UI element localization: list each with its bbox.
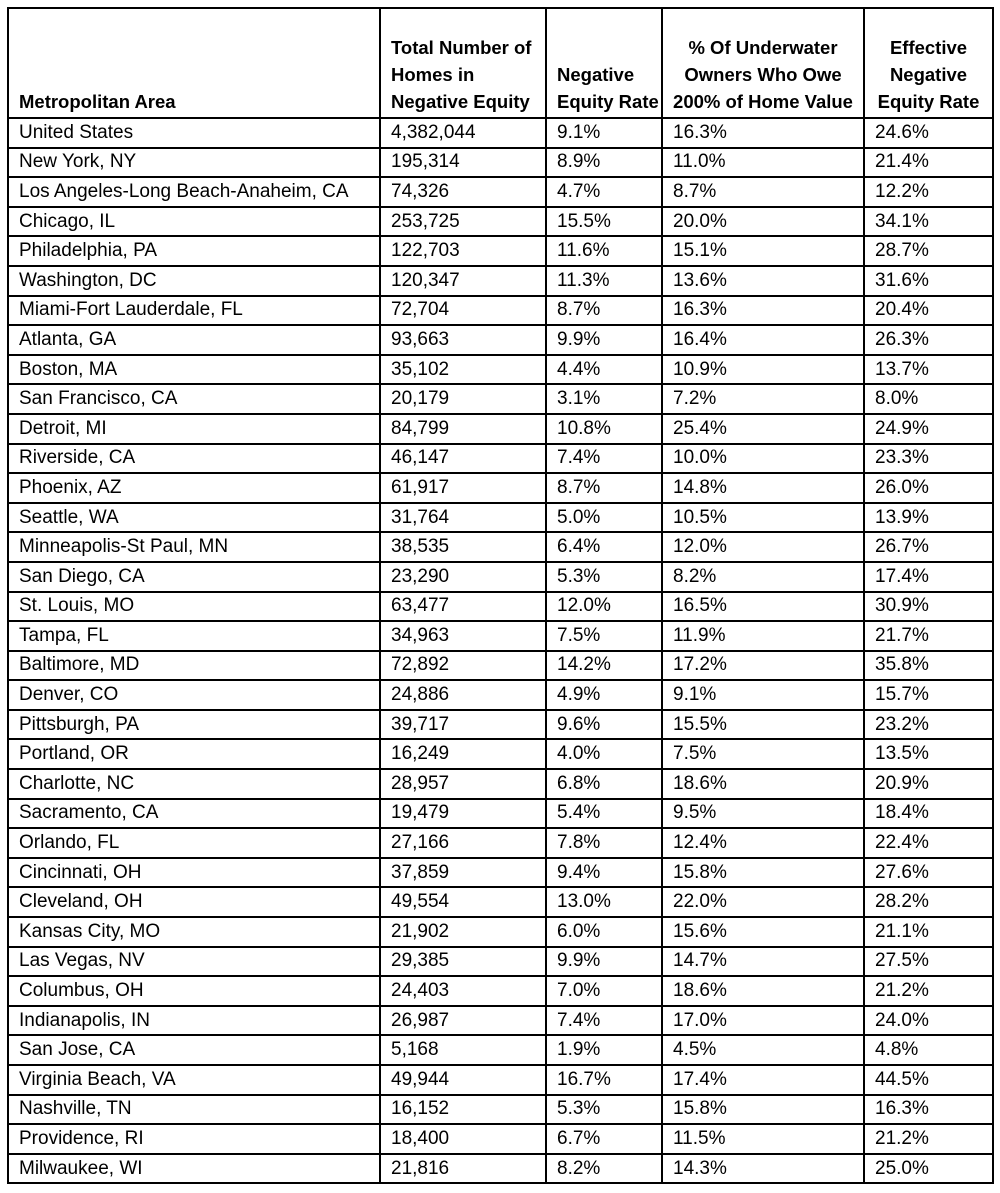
total-homes-cell: 253,725 [380,207,546,237]
effective-rate-cell: 31.6% [864,266,993,296]
negative-equity-rate-cell: 4.0% [546,739,662,769]
effective-rate-cell: 23.3% [864,444,993,474]
total-homes-cell: 195,314 [380,148,546,178]
owe-200-percent-cell: 14.7% [662,947,864,977]
effective-rate-cell: 35.8% [864,651,993,681]
owe-200-percent-cell: 10.5% [662,503,864,533]
effective-rate-cell: 24.9% [864,414,993,444]
negative-equity-rate-cell: 16.7% [546,1065,662,1095]
effective-rate-cell: 26.0% [864,473,993,503]
metro-area-cell: Kansas City, MO [8,917,380,947]
total-homes-cell: 28,957 [380,769,546,799]
header-total-homes-negative-equity: Total Number of Homes in Negative Equity [380,8,546,118]
effective-rate-cell: 16.3% [864,1095,993,1125]
negative-equity-rate-cell: 7.8% [546,828,662,858]
owe-200-percent-cell: 11.5% [662,1124,864,1154]
total-homes-cell: 16,249 [380,739,546,769]
effective-rate-cell: 18.4% [864,799,993,829]
effective-rate-cell: 20.9% [864,769,993,799]
owe-200-percent-cell: 14.8% [662,473,864,503]
effective-rate-cell: 34.1% [864,207,993,237]
metro-area-cell: Virginia Beach, VA [8,1065,380,1095]
metro-area-cell: Denver, CO [8,680,380,710]
total-homes-cell: 38,535 [380,532,546,562]
table-row [8,532,993,562]
owe-200-percent-cell: 16.4% [662,325,864,355]
header-metropolitan-area: Metropolitan Area [8,8,380,118]
negative-equity-rate-cell: 6.0% [546,917,662,947]
metro-area-cell: Cincinnati, OH [8,858,380,888]
negative-equity-rate-cell: 8.7% [546,473,662,503]
table-row [8,177,993,207]
metro-area-cell: Washington, DC [8,266,380,296]
effective-rate-cell: 8.0% [864,384,993,414]
header-row [8,8,993,118]
negative-equity-rate-cell: 4.9% [546,680,662,710]
metro-area-cell: Charlotte, NC [8,769,380,799]
owe-200-percent-cell: 20.0% [662,207,864,237]
negative-equity-rate-cell: 14.2% [546,651,662,681]
effective-rate-cell: 21.1% [864,917,993,947]
metro-area-cell: Indianapolis, IN [8,1006,380,1036]
owe-200-percent-cell: 16.3% [662,118,864,148]
owe-200-percent-cell: 9.5% [662,799,864,829]
owe-200-percent-cell: 15.6% [662,917,864,947]
owe-200-percent-cell: 9.1% [662,680,864,710]
total-homes-cell: 93,663 [380,325,546,355]
negative-equity-rate-cell: 8.2% [546,1154,662,1184]
table-row [8,266,993,296]
metro-area-cell: United States [8,118,380,148]
metro-area-cell: Detroit, MI [8,414,380,444]
total-homes-cell: 61,917 [380,473,546,503]
negative-equity-rate-cell: 4.7% [546,177,662,207]
metro-area-cell: Orlando, FL [8,828,380,858]
total-homes-cell: 72,892 [380,651,546,681]
negative-equity-rate-cell: 5.0% [546,503,662,533]
effective-rate-cell: 4.8% [864,1035,993,1065]
table-row [8,887,993,917]
table-row [8,207,993,237]
negative-equity-rate-cell: 12.0% [546,592,662,622]
negative-equity-rate-cell: 7.4% [546,444,662,474]
owe-200-percent-cell: 13.6% [662,266,864,296]
total-homes-cell: 19,479 [380,799,546,829]
effective-rate-cell: 21.2% [864,976,993,1006]
metro-area-cell: Providence, RI [8,1124,380,1154]
effective-rate-cell: 24.0% [864,1006,993,1036]
table-row [8,651,993,681]
table-row [8,296,993,326]
negative-equity-rate-cell: 8.7% [546,296,662,326]
table-row [8,621,993,651]
table-body [8,118,993,1183]
table-row [8,1095,993,1125]
effective-rate-cell: 25.0% [864,1154,993,1184]
total-homes-cell: 84,799 [380,414,546,444]
effective-rate-cell: 21.2% [864,1124,993,1154]
owe-200-percent-cell: 7.5% [662,739,864,769]
effective-rate-cell: 27.6% [864,858,993,888]
negative-equity-rate-cell: 5.3% [546,1095,662,1125]
table-row [8,148,993,178]
owe-200-percent-cell: 8.2% [662,562,864,592]
negative-equity-rate-cell: 9.6% [546,710,662,740]
effective-rate-cell: 13.5% [864,739,993,769]
total-homes-cell: 122,703 [380,236,546,266]
total-homes-cell: 5,168 [380,1035,546,1065]
owe-200-percent-cell: 17.0% [662,1006,864,1036]
metro-area-cell: St. Louis, MO [8,592,380,622]
total-homes-cell: 46,147 [380,444,546,474]
negative-equity-rate-cell: 6.8% [546,769,662,799]
table-row [8,710,993,740]
header-effective-negative-equity-rate: Effective Negative Equity Rate [864,8,993,118]
total-homes-cell: 31,764 [380,503,546,533]
owe-200-percent-cell: 12.4% [662,828,864,858]
negative-equity-rate-cell: 5.3% [546,562,662,592]
total-homes-cell: 21,816 [380,1154,546,1184]
table-row [8,355,993,385]
owe-200-percent-cell: 22.0% [662,887,864,917]
total-homes-cell: 72,704 [380,296,546,326]
table-row [8,680,993,710]
effective-rate-cell: 27.5% [864,947,993,977]
owe-200-percent-cell: 18.6% [662,976,864,1006]
metro-area-cell: Portland, OR [8,739,380,769]
effective-rate-cell: 24.6% [864,118,993,148]
metro-area-cell: Cleveland, OH [8,887,380,917]
owe-200-percent-cell: 10.0% [662,444,864,474]
metro-area-cell: Los Angeles-Long Beach-Anaheim, CA [8,177,380,207]
table-row [8,1065,993,1095]
owe-200-percent-cell: 11.9% [662,621,864,651]
total-homes-cell: 23,290 [380,562,546,592]
table-row [8,325,993,355]
owe-200-percent-cell: 4.5% [662,1035,864,1065]
table-row [8,592,993,622]
metro-area-cell: Phoenix, AZ [8,473,380,503]
owe-200-percent-cell: 17.4% [662,1065,864,1095]
negative-equity-rate-cell: 9.9% [546,947,662,977]
owe-200-percent-cell: 17.2% [662,651,864,681]
header-percent-owe-200: % Of Underwater Owners Who Owe 200% of Home Value [662,8,864,118]
negative-equity-rate-cell: 11.3% [546,266,662,296]
metro-area-cell: Sacramento, CA [8,799,380,829]
owe-200-percent-cell: 18.6% [662,769,864,799]
negative-equity-rate-cell: 7.4% [546,1006,662,1036]
negative-equity-rate-cell: 9.4% [546,858,662,888]
negative-equity-rate-cell: 7.5% [546,621,662,651]
total-homes-cell: 27,166 [380,828,546,858]
metro-area-cell: Minneapolis-St Paul, MN [8,532,380,562]
table-row [8,1154,993,1184]
total-homes-cell: 4,382,044 [380,118,546,148]
total-homes-cell: 21,902 [380,917,546,947]
effective-rate-cell: 13.9% [864,503,993,533]
total-homes-cell: 49,944 [380,1065,546,1095]
metro-area-cell: Las Vegas, NV [8,947,380,977]
effective-rate-cell: 30.9% [864,592,993,622]
effective-rate-cell: 21.4% [864,148,993,178]
metro-area-cell: San Francisco, CA [8,384,380,414]
negative-equity-rate-cell: 7.0% [546,976,662,1006]
table-row [8,976,993,1006]
effective-rate-cell: 22.4% [864,828,993,858]
effective-rate-cell: 13.7% [864,355,993,385]
metro-area-cell: San Jose, CA [8,1035,380,1065]
total-homes-cell: 74,326 [380,177,546,207]
owe-200-percent-cell: 15.5% [662,710,864,740]
table-row [8,858,993,888]
negative-equity-rate-cell: 15.5% [546,207,662,237]
owe-200-percent-cell: 14.3% [662,1154,864,1184]
metro-area-cell: Pittsburgh, PA [8,710,380,740]
table-row [8,799,993,829]
total-homes-cell: 37,859 [380,858,546,888]
total-homes-cell: 26,987 [380,1006,546,1036]
table-row [8,1006,993,1036]
metro-area-cell: Nashville, TN [8,1095,380,1125]
negative-equity-rate-cell: 11.6% [546,236,662,266]
owe-200-percent-cell: 15.1% [662,236,864,266]
table-row [8,444,993,474]
effective-rate-cell: 28.2% [864,887,993,917]
negative-equity-rate-cell: 3.1% [546,384,662,414]
negative-equity-rate-cell: 1.9% [546,1035,662,1065]
table-row [8,414,993,444]
metro-area-cell: Columbus, OH [8,976,380,1006]
effective-rate-cell: 20.4% [864,296,993,326]
total-homes-cell: 49,554 [380,887,546,917]
effective-rate-cell: 17.4% [864,562,993,592]
table-row [8,1035,993,1065]
owe-200-percent-cell: 11.0% [662,148,864,178]
metro-area-cell: Atlanta, GA [8,325,380,355]
effective-rate-cell: 44.5% [864,1065,993,1095]
total-homes-cell: 20,179 [380,384,546,414]
total-homes-cell: 16,152 [380,1095,546,1125]
total-homes-cell: 24,886 [380,680,546,710]
negative-equity-rate-cell: 8.9% [546,148,662,178]
owe-200-percent-cell: 15.8% [662,1095,864,1125]
metro-area-cell: Miami-Fort Lauderdale, FL [8,296,380,326]
table-row [8,562,993,592]
header-negative-equity-rate: Negative Equity Rate [546,8,662,118]
negative-equity-rate-cell: 4.4% [546,355,662,385]
negative-equity-rate-cell: 9.9% [546,325,662,355]
owe-200-percent-cell: 10.9% [662,355,864,385]
total-homes-cell: 120,347 [380,266,546,296]
total-homes-cell: 24,403 [380,976,546,1006]
total-homes-cell: 29,385 [380,947,546,977]
negative-equity-rate-cell: 6.4% [546,532,662,562]
table-row [8,118,993,148]
table-row [8,739,993,769]
effective-rate-cell: 15.7% [864,680,993,710]
negative-equity-rate-cell: 10.8% [546,414,662,444]
owe-200-percent-cell: 16.3% [662,296,864,326]
negative-equity-rate-cell: 5.4% [546,799,662,829]
owe-200-percent-cell: 8.7% [662,177,864,207]
total-homes-cell: 34,963 [380,621,546,651]
owe-200-percent-cell: 7.2% [662,384,864,414]
negative-equity-rate-cell: 13.0% [546,887,662,917]
table-row [8,384,993,414]
effective-rate-cell: 21.7% [864,621,993,651]
table-row [8,947,993,977]
metro-area-cell: Milwaukee, WI [8,1154,380,1184]
metro-area-cell: San Diego, CA [8,562,380,592]
metro-area-cell: Chicago, IL [8,207,380,237]
table-row [8,236,993,266]
total-homes-cell: 18,400 [380,1124,546,1154]
metro-area-cell: Tampa, FL [8,621,380,651]
effective-rate-cell: 23.2% [864,710,993,740]
negative-equity-rate-cell: 6.7% [546,1124,662,1154]
effective-rate-cell: 28.7% [864,236,993,266]
table-row [8,1124,993,1154]
effective-rate-cell: 26.7% [864,532,993,562]
total-homes-cell: 39,717 [380,710,546,740]
metro-area-cell: New York, NY [8,148,380,178]
metro-area-cell: Baltimore, MD [8,651,380,681]
table-row [8,473,993,503]
metro-area-cell: Seattle, WA [8,503,380,533]
owe-200-percent-cell: 15.8% [662,858,864,888]
table-row [8,769,993,799]
metro-area-cell: Riverside, CA [8,444,380,474]
total-homes-cell: 63,477 [380,592,546,622]
table-header [8,8,993,118]
metro-area-cell: Philadelphia, PA [8,236,380,266]
table-row [8,917,993,947]
metro-area-cell: Boston, MA [8,355,380,385]
total-homes-cell: 35,102 [380,355,546,385]
effective-rate-cell: 26.3% [864,325,993,355]
owe-200-percent-cell: 16.5% [662,592,864,622]
negative-equity-rate-cell: 9.1% [546,118,662,148]
table-row [8,828,993,858]
owe-200-percent-cell: 25.4% [662,414,864,444]
table-row [8,503,993,533]
negative-equity-table [7,7,994,1184]
owe-200-percent-cell: 12.0% [662,532,864,562]
effective-rate-cell: 12.2% [864,177,993,207]
